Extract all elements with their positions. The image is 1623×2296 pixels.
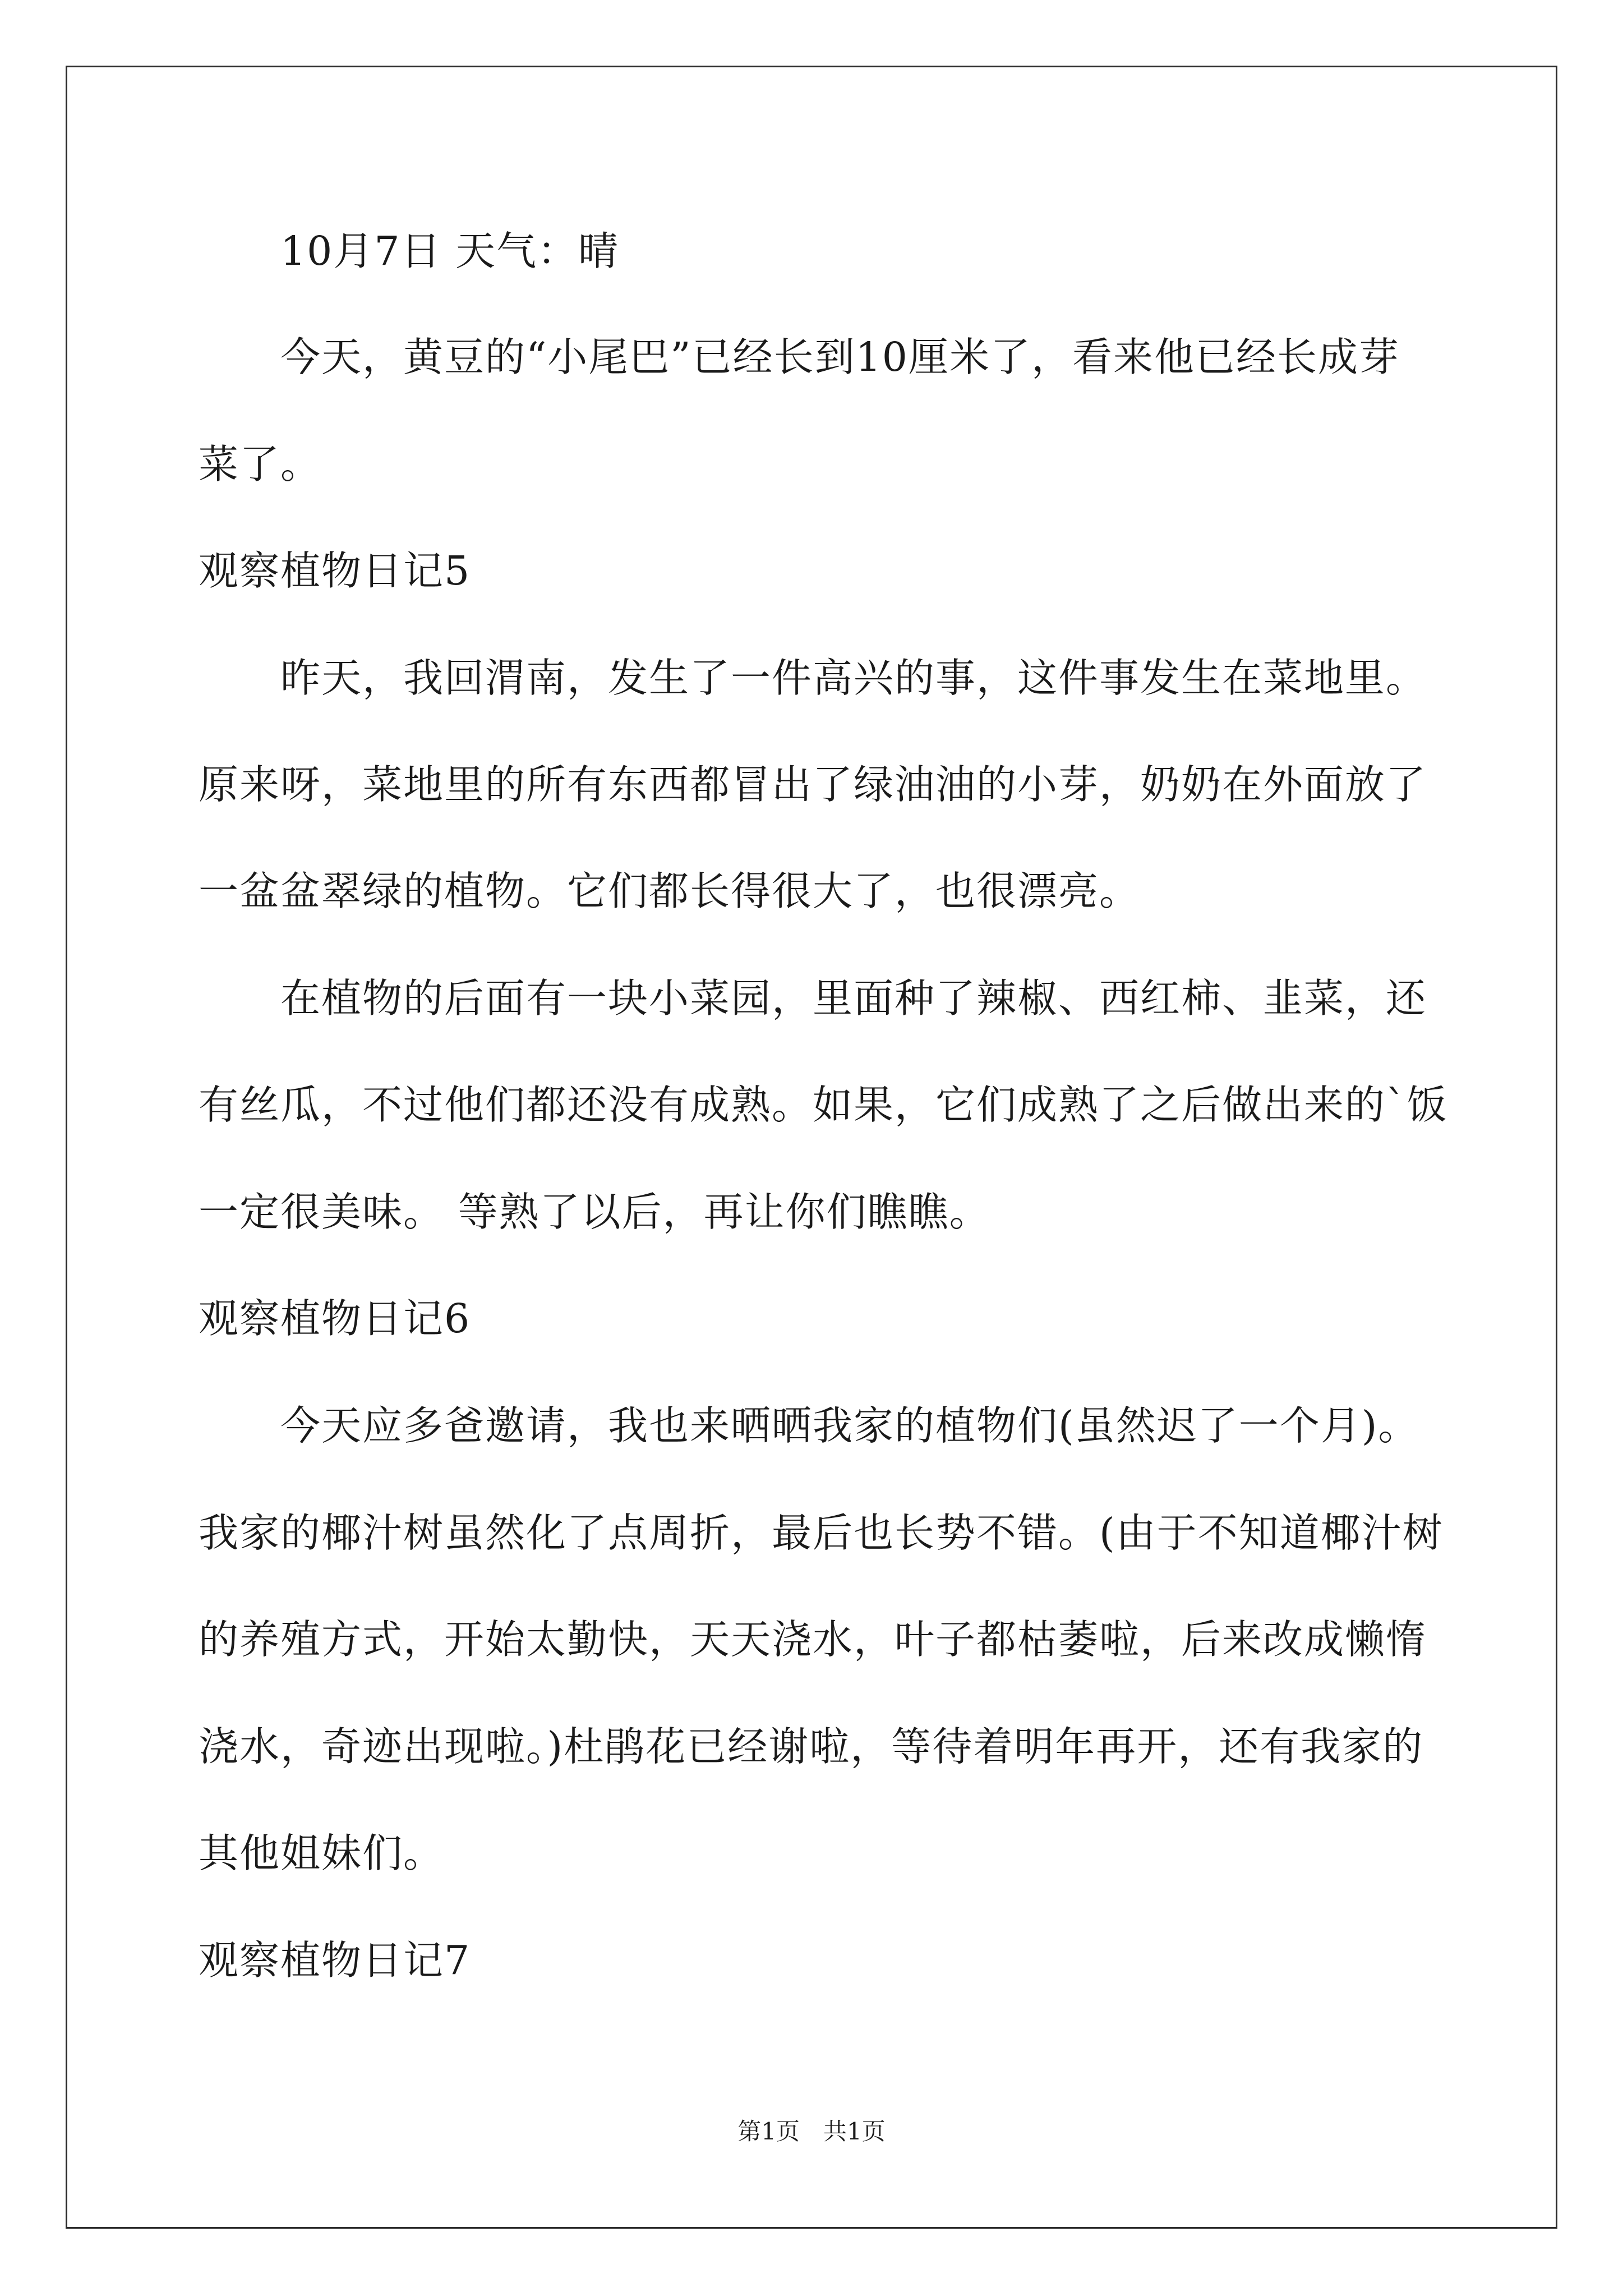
paragraph-line: 在植物的后面有一块小菜园，里面种了辣椒、西红柿、韭菜，还 bbox=[280, 975, 1427, 1022]
paragraph-line: 原来呀，菜地里的所有东西都冒出了绿油油的小芽，奶奶在外面放了 bbox=[199, 761, 1427, 808]
page-number-footer: 第1页 共1页 bbox=[737, 2118, 886, 2145]
paragraph-line: 我家的椰汁树虽然化了点周折，最后也长势不错。(由于不知道椰汁树 bbox=[199, 1510, 1444, 1556]
paragraph-line: 今天，黄豆的“小尾巴”已经长到10厘米了，看来他已经长成芽 bbox=[280, 334, 1400, 380]
paragraph-line: 一盆盆翠绿的植物。它们都长得很大了，也很漂亮。 bbox=[199, 868, 1141, 914]
page-border bbox=[66, 66, 1557, 2229]
paragraph-line: 有丝瓜，不过他们都还没有成熟。如果，它们成熟了之后做出来的`饭 bbox=[199, 1082, 1448, 1128]
paragraph-line: 的养殖方式，开始太勤快，天天浇水，叶子都枯萎啦，后来改成懒惰 bbox=[199, 1616, 1427, 1663]
paragraph-line: 其他姐妹们。 bbox=[199, 1830, 445, 1876]
section-heading: 观察植物日记5 bbox=[199, 547, 471, 594]
section-heading: 观察植物日记6 bbox=[199, 1295, 471, 1342]
paragraph-line: 浇水，奇迹出现啦。)杜鹃花已经谢啦，等待着明年再开，还有我家的 bbox=[199, 1723, 1424, 1770]
paragraph-line: 昨天，我回渭南，发生了一件高兴的事，这件事发生在菜地里。 bbox=[280, 655, 1427, 701]
paragraph-line: 今天应多爸邀请，我也来晒晒我家的植物们(虽然迟了一个月)。 bbox=[280, 1402, 1419, 1449]
section-heading: 观察植物日记7 bbox=[199, 1937, 471, 1984]
diary-date-line: 10月7日 天气：晴 bbox=[280, 228, 620, 274]
paragraph-line: 一定很美味。 等熟了以后，再让你们瞧瞧。 bbox=[199, 1189, 990, 1235]
paragraph-line: 菜了。 bbox=[199, 441, 322, 487]
